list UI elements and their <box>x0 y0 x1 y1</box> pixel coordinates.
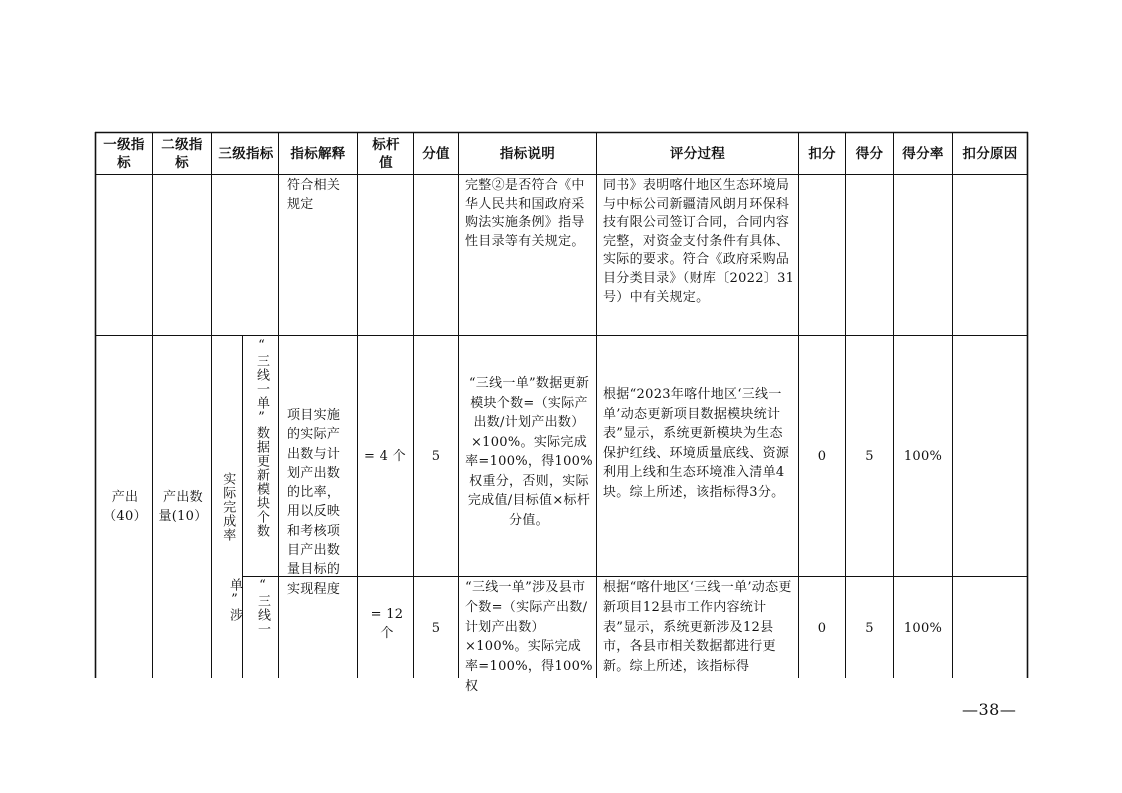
header-score: 得分 <box>855 146 884 162</box>
scoring-process: 根据“2023年喀什地区‘三线一单’动态更新项目数据模块统计表”显示，系统更新模块为生态保护红线、环境质量底线、资源利用上线和生态环境准入清单4块。综上所述，该指标得3分。 <box>603 387 790 500</box>
continued-description: 完整②是否符合《中华人民共和国政府采购法实施条例》指导性目录等有关规定。 <box>465 178 585 249</box>
header-deduction: 扣分 <box>808 146 836 162</box>
indicator-name: “三线一单”数据更新模块个数 <box>254 338 269 538</box>
header-process: 评分过程 <box>669 146 726 162</box>
header-rate: 得分率 <box>902 146 944 162</box>
scoring-process: 根据“喀什地区‘三线一单’动态更新项目12县市工作内容统计表”显示，系统更新涉及12县市，各县市相关数据都进行更新。综上所述，该指标得 <box>603 580 792 675</box>
score-rate: 100% <box>903 448 943 464</box>
level2-output-quantity: 产出数量(10） <box>158 490 208 524</box>
header-level2: 二级指标 <box>161 137 203 171</box>
evaluation-table <box>95 132 1028 694</box>
deduction-value: 0 <box>817 448 827 464</box>
continued-process: 同书》表明喀什地区生态环境局与中标公司新疆清风朗月环保科技有限公司签订合同，合同内容完整，对资金支付条件有具体、实际的要求。符合《政府采购品目分类目录》（财库〔2022〕31号）中有关规定。 <box>603 178 795 305</box>
header-deduction-reason: 扣分原因 <box>962 146 1018 162</box>
indicator-interpretation: 项目实施的实际产出数与计划产出数的比率，用以反映和考核项目产出数量目标的实现程度 <box>287 408 341 597</box>
level3-completion-rate: 实际完成率 <box>220 472 236 542</box>
score-result: 5 <box>865 448 874 464</box>
header-score-value: 分值 <box>422 146 450 162</box>
indicator-name: “三线一单”涉 <box>227 578 270 636</box>
indicator-description: “三线一单”数据更新模块个数=（实际产出数/计划产出数）×100%。实际完成率=100%，得100%权重分，否则，实际完成值/目标值×标杆分值。 <box>465 376 593 528</box>
header-description: 指标说明 <box>499 146 556 162</box>
deduction-value: 0 <box>817 620 827 636</box>
score-result: 5 <box>865 620 874 636</box>
continued-interpretation: 符合相关规定 <box>287 178 341 212</box>
score-rate: 100% <box>903 620 943 636</box>
target-value: = 4 个 <box>364 448 406 464</box>
target-value: = 12 个 <box>370 607 404 641</box>
page-number: —38— <box>962 700 1017 719</box>
header-level3: 三级指标 <box>218 146 274 162</box>
level1-output: 产出（40） <box>103 490 147 524</box>
header-interpretation: 指标解释 <box>290 146 346 162</box>
score-value: 5 <box>431 620 441 636</box>
header-target: 标杆值 <box>372 137 400 171</box>
header-level1: 一级指标 <box>103 137 145 171</box>
indicator-description: “三线一单”涉及县市个数=（实际产出数/计划产出数）×100%。实际完成率=100%，得100%权 <box>465 580 593 694</box>
score-value: 5 <box>431 448 441 464</box>
